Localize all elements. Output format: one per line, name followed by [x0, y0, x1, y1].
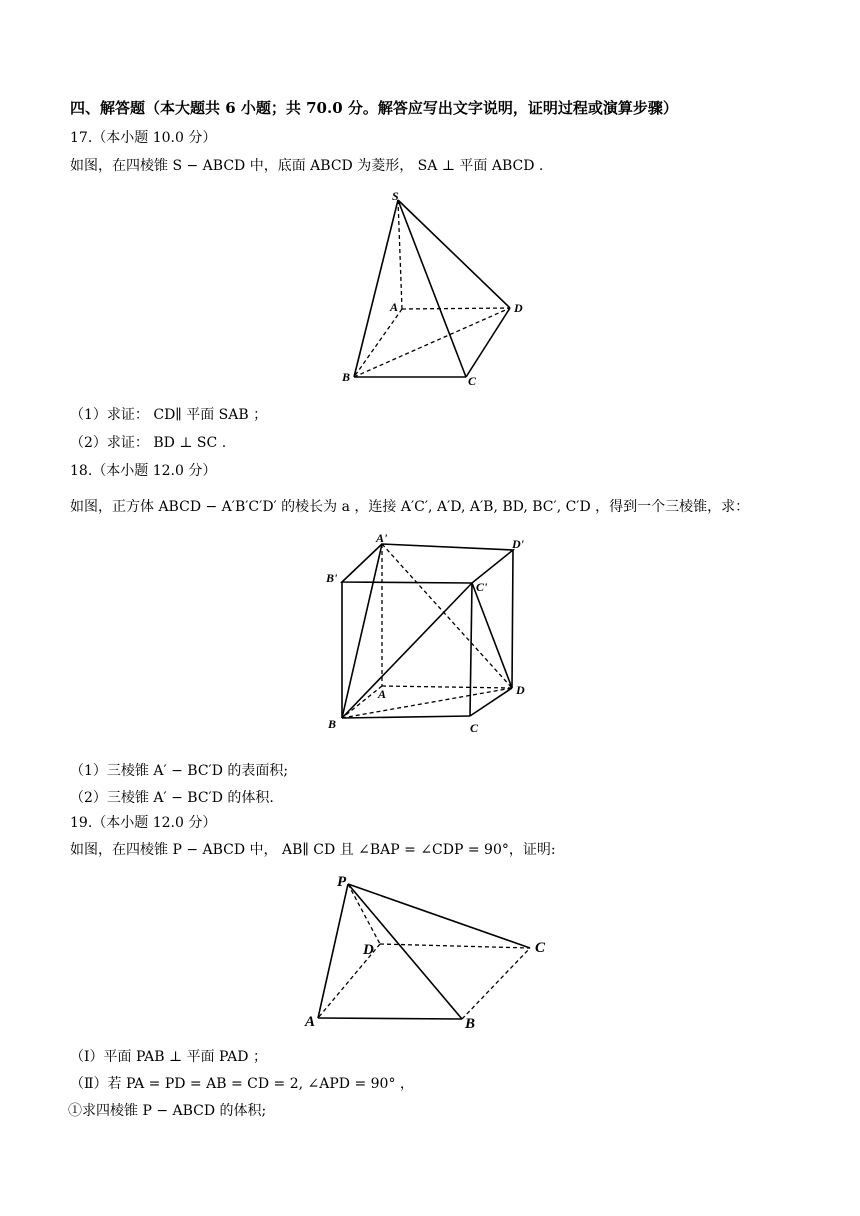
q19-pyramid-figure [295, 868, 575, 1033]
q19-label-b: B [465, 1016, 476, 1032]
q17-header: 17.（本小题 10.0 分） [70, 130, 217, 146]
q17-label-b: B [342, 370, 351, 384]
q17-label-s: S [392, 189, 399, 203]
q18-label-a: A [378, 687, 387, 701]
q18-label-a1: A' [376, 531, 388, 545]
q18-header: 18.（本小题 12.0 分） [70, 463, 217, 479]
q17-label-d: D [514, 301, 523, 315]
q19-header: 19.（本小题 12.0 分） [70, 815, 217, 831]
q17-stem: 如图，在四棱锥 S − ABCD 中，底面 ABCD 为菱形， SA ⊥ 平面 ABCD . [70, 158, 544, 174]
q19-part1: （Ⅰ）平面 PAB ⊥ 平面 PAD ； [70, 1049, 267, 1065]
q19-label-c: C [535, 940, 546, 956]
q18-part2: （2）三棱锥 A′ − BC′D 的体积. [70, 790, 274, 806]
q18-stem: 如图，正方体 ABCD − A′B′C′D′ 的棱长为 a ，连接 A′C′, A′D, A′B, BD, BC′, C′D ，得到一个三棱锥，求： [70, 499, 750, 515]
q19-label-d: D [363, 942, 374, 958]
q17-part2: （2）求证： BD ⊥ SC . [70, 435, 227, 451]
q18-label-d: D [516, 683, 525, 697]
q17-label-a: A [390, 300, 399, 314]
q18-label-b: B [328, 717, 337, 731]
q19-part2a: ①求四棱锥 P − ABCD 的体积; [68, 1103, 267, 1119]
q19-stem: 如图，在四棱锥 P − ABCD 中， AB∥ CD 且 ∠BAP = ∠CDP = 90°，证明: [70, 842, 556, 858]
q19-part2: （Ⅱ）若 PA = PD = AB = CD = 2, ∠APD = 90° ， [70, 1076, 414, 1092]
q18-label-d1: D' [512, 537, 524, 551]
section-heading: 四、解答题（本大题共 6 小题；共 70.0 分。解答应写出文字说明，证明过程或演算步骤） [70, 99, 678, 117]
q17-part1: （1）求证： CD∥ 平面 SAB ； [70, 407, 268, 423]
q18-label-c: C [470, 721, 479, 735]
q18-label-b1: B' [326, 571, 338, 585]
q17-pyramid-figure [330, 188, 540, 388]
q17-label-c: C [468, 374, 477, 388]
q18-label-c1: C' [476, 580, 488, 594]
q19-label-a: A [305, 1014, 316, 1030]
q18-part1: （1）三棱锥 A′ − BC′D 的表面积; [70, 763, 289, 779]
q19-label-p: P [337, 874, 347, 890]
q18-cube-figure [320, 528, 550, 738]
